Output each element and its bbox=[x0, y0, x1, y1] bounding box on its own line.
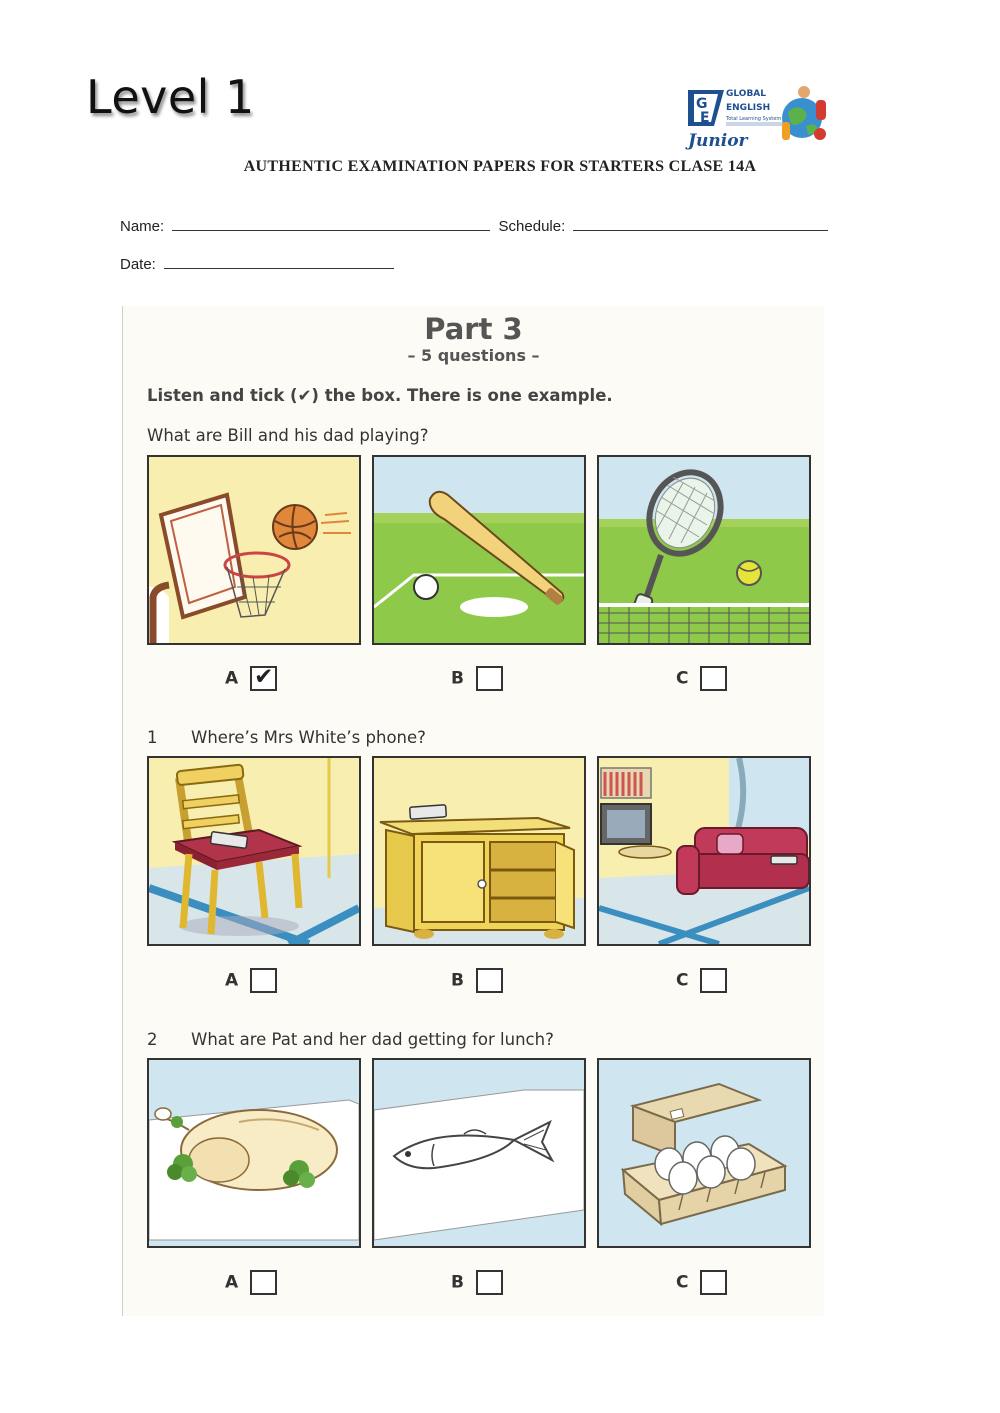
part-subtitle: – 5 questions – bbox=[407, 346, 540, 365]
name-field[interactable] bbox=[172, 218, 490, 231]
schedule-field[interactable] bbox=[573, 218, 828, 231]
option-b-example bbox=[451, 666, 503, 691]
option-label: C bbox=[676, 1272, 689, 1293]
option-label: C bbox=[676, 970, 689, 991]
tick-box[interactable] bbox=[476, 1270, 503, 1295]
tick-box[interactable] bbox=[250, 1270, 277, 1295]
tick-box[interactable] bbox=[250, 968, 277, 993]
question-number: 2 bbox=[147, 1030, 158, 1049]
option-label: C bbox=[676, 668, 689, 689]
level-heading: Level 1 bbox=[86, 70, 255, 124]
option-a-q2 bbox=[225, 1270, 277, 1295]
name-row bbox=[120, 218, 828, 235]
date-row bbox=[120, 256, 394, 273]
tick-box[interactable] bbox=[700, 968, 727, 993]
svg-text:ENGLISH: ENGLISH bbox=[726, 103, 771, 113]
question-1 bbox=[147, 728, 426, 747]
option-a-q1 bbox=[225, 968, 277, 993]
question-number: 1 bbox=[147, 728, 158, 747]
picture-chicken bbox=[147, 1058, 361, 1248]
tick-box[interactable] bbox=[700, 666, 727, 691]
option-label: B bbox=[451, 668, 464, 689]
part-title: Part 3 bbox=[424, 312, 523, 346]
svg-text:GLOBAL: GLOBAL bbox=[726, 89, 767, 99]
option-label: A bbox=[225, 1272, 239, 1293]
option-label: B bbox=[451, 1272, 464, 1293]
picture-fish bbox=[372, 1058, 586, 1248]
exam-title: AUTHENTIC EXAMINATION PAPERS FOR STARTERS CLASE 14A bbox=[243, 158, 757, 175]
instruction: Listen and tick (✔) the box. There is one example. bbox=[147, 386, 613, 405]
option-c-q1 bbox=[676, 968, 727, 993]
option-label: A bbox=[225, 668, 239, 689]
option-label: B bbox=[451, 970, 464, 991]
question-2 bbox=[147, 1030, 554, 1049]
picture-phone-on-chair bbox=[147, 756, 361, 946]
svg-text:E: E bbox=[700, 110, 710, 126]
picture-tennis-racket bbox=[597, 455, 811, 645]
svg-text:Junior: Junior bbox=[688, 131, 748, 151]
tick-box[interactable] bbox=[476, 968, 503, 993]
picture-phone-on-sofa bbox=[597, 756, 811, 946]
option-label: A bbox=[225, 970, 239, 991]
question-text: What are Bill and his dad playing? bbox=[147, 426, 429, 445]
question-text: What are Pat and her dad getting for lunch? bbox=[191, 1030, 554, 1049]
tick-box[interactable] bbox=[250, 666, 277, 691]
option-a-example bbox=[225, 666, 277, 691]
date-field[interactable] bbox=[164, 256, 394, 269]
option-b-q1 bbox=[451, 968, 503, 993]
option-b-q2 bbox=[451, 1270, 503, 1295]
picture-basketball-hoop bbox=[147, 455, 361, 645]
tick-mark: ✔ bbox=[254, 664, 274, 690]
exam-sheet bbox=[122, 306, 824, 1316]
picture-baseball-bat bbox=[372, 455, 586, 645]
question-text: Where’s Mrs White’s phone? bbox=[191, 728, 426, 747]
tick-box[interactable] bbox=[700, 1270, 727, 1295]
example-question bbox=[147, 426, 429, 445]
tick-box[interactable] bbox=[476, 666, 503, 691]
global-english-junior-logo bbox=[684, 82, 834, 152]
picture-eggs bbox=[597, 1058, 811, 1248]
svg-text:Total Learning System: Total Learning System bbox=[726, 116, 782, 122]
option-c-example bbox=[676, 666, 727, 691]
picture-phone-on-cupboard bbox=[372, 756, 586, 946]
schedule-label: Schedule: bbox=[498, 218, 566, 235]
name-label: Name: bbox=[120, 218, 165, 235]
date-label: Date: bbox=[120, 256, 156, 273]
svg-text:G: G bbox=[696, 96, 708, 112]
option-c-q2 bbox=[676, 1270, 727, 1295]
